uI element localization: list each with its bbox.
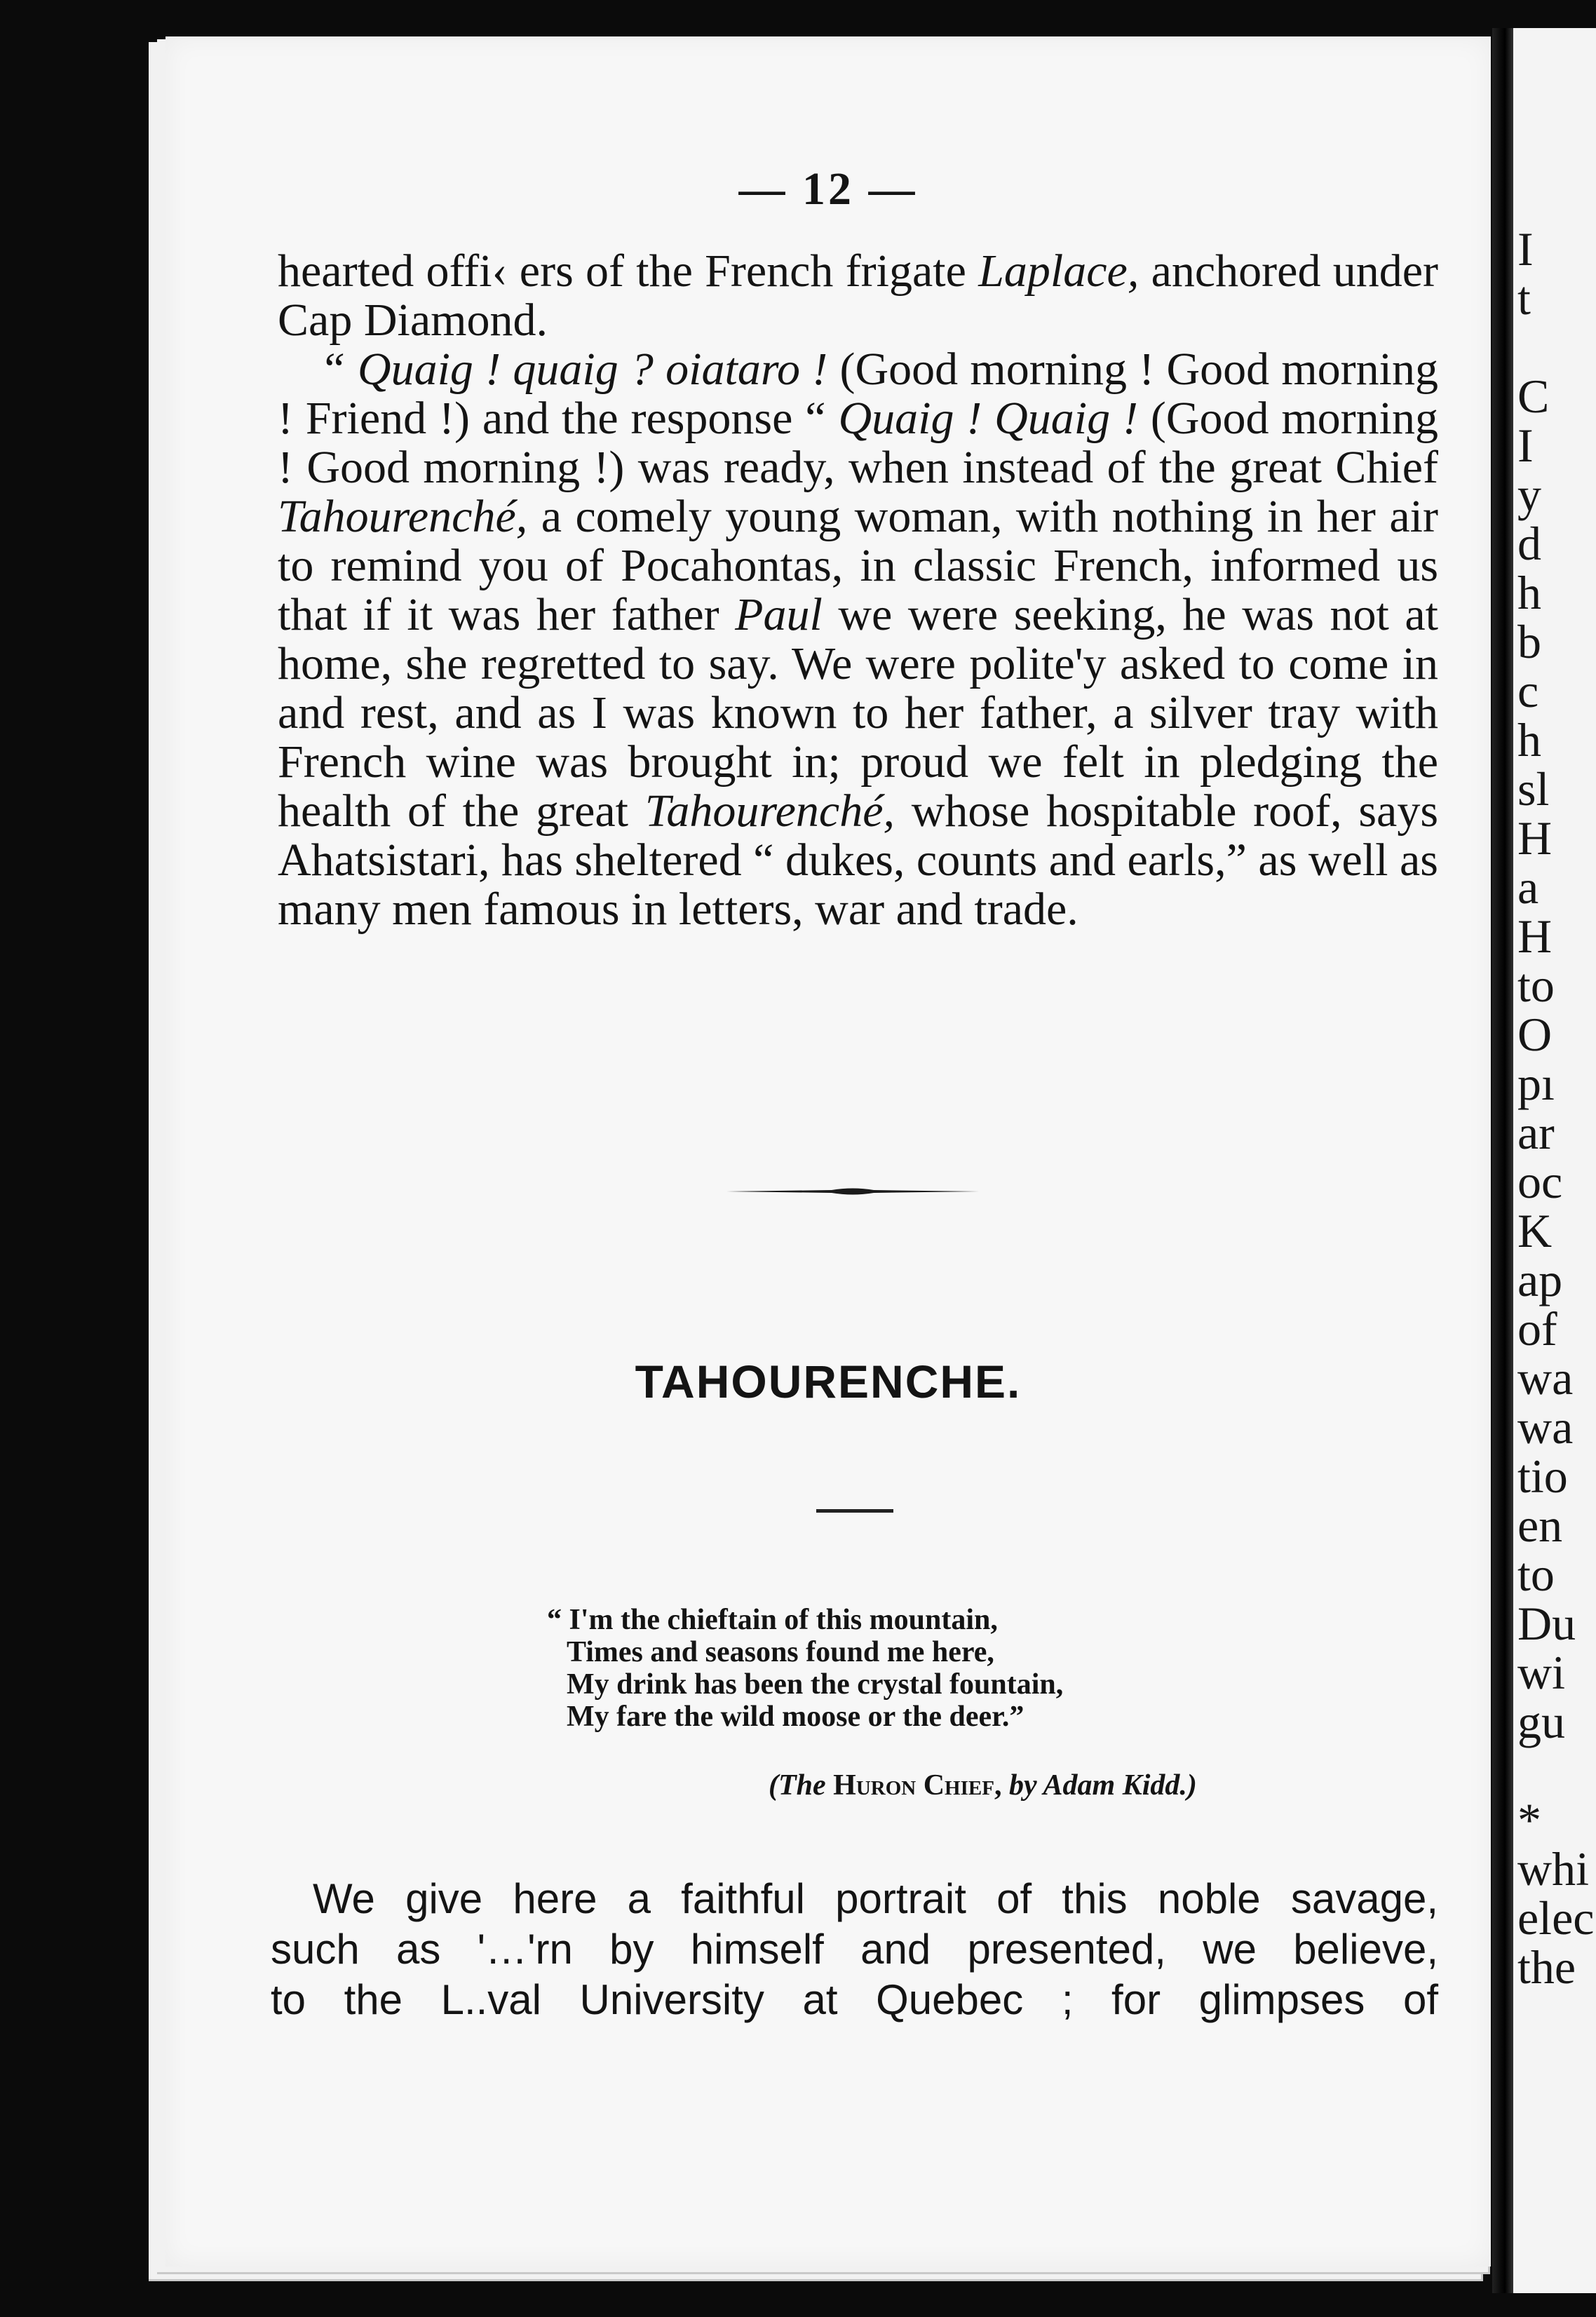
attribution-source: Huron Chief, — [833, 1769, 1002, 1802]
paragraph-text: (Good morning ! Good morning ! Friend !) and the response “ — [278, 344, 1438, 444]
book-page — [165, 36, 1491, 2267]
verse-line: My fare the wild moose or the deer.” — [567, 1701, 1024, 1733]
chief-name: Tahourenché, — [644, 785, 895, 837]
facing-page — [1513, 28, 1596, 2293]
paragraph-text: we were seeking, he was not at home, she regretted to say. We were polite'y asked to come in and rest, and as I was known to her father, a silver tray with French wine was brought in; proud we felt in pledging the health of the great — [278, 589, 1438, 837]
attribution-open: (The — [769, 1769, 834, 1802]
father-name: Paul — [735, 589, 823, 640]
continuation-text: hearted offi‹ ers of the French frigate — [278, 245, 979, 297]
greeting-paragraph — [278, 345, 1438, 934]
attribution-author: by Adam Kidd.) — [1001, 1769, 1197, 1802]
paragraph-text: whose hospitable roof, says Ahatsistari, has sheltered “ dukes, counts and earls,” as well as many men famous in letters, war and trade. — [278, 785, 1438, 935]
epigraph-verse — [547, 1604, 1248, 1733]
ornamental-rule — [726, 1187, 979, 1196]
page-number: — 12 — — [738, 163, 918, 215]
chief-name: Tahourenché, — [278, 491, 528, 542]
closing-line: We give here a faithful portrait of this noble savage, — [313, 1875, 1438, 1922]
verse-line: “ I'm the chieftain of this mountain, — [547, 1604, 998, 1636]
huron-response: Quaig ! Quaig ! — [838, 393, 1138, 444]
verse-line: Times and seasons found me here, — [567, 1636, 994, 1668]
title-rule — [816, 1509, 893, 1513]
closing-paragraph — [271, 1874, 1438, 2025]
closing-line: to the L..val University at Quebec ; for glimpses of — [271, 1976, 1438, 2023]
huron-greeting: “ Quaig ! quaig ? oiataro ! — [320, 344, 828, 395]
section-title: TAHOURENCHE. — [635, 1356, 1022, 1407]
continuation-paragraph — [278, 247, 1438, 345]
ship-name: Laplace, — [978, 245, 1139, 297]
closing-line: such as '…'rn by himself and presented, we believe, — [271, 1926, 1438, 1973]
verse-line: My drink has been the crystal fountain, — [567, 1668, 1064, 1701]
paragraph-text: (Good morning ! Good morning !) was ready, when instead of the great Chief — [278, 393, 1438, 493]
facing-page-text: I t C I y d h b c h sl H a H to O pı ar oc K ap of wa wa tio en to Du wi gu * whi elec the — [1517, 222, 1595, 1994]
paragraph-text: a comely young woman, with nothing in her air to remind you of Pocahontas, in classic French, informed us that if it was her father — [278, 491, 1438, 640]
continuation-text-end: anchored under Cap Diamond. — [278, 245, 1438, 346]
epigraph-attribution — [769, 1769, 1470, 1802]
book-gutter — [1492, 28, 1513, 2293]
